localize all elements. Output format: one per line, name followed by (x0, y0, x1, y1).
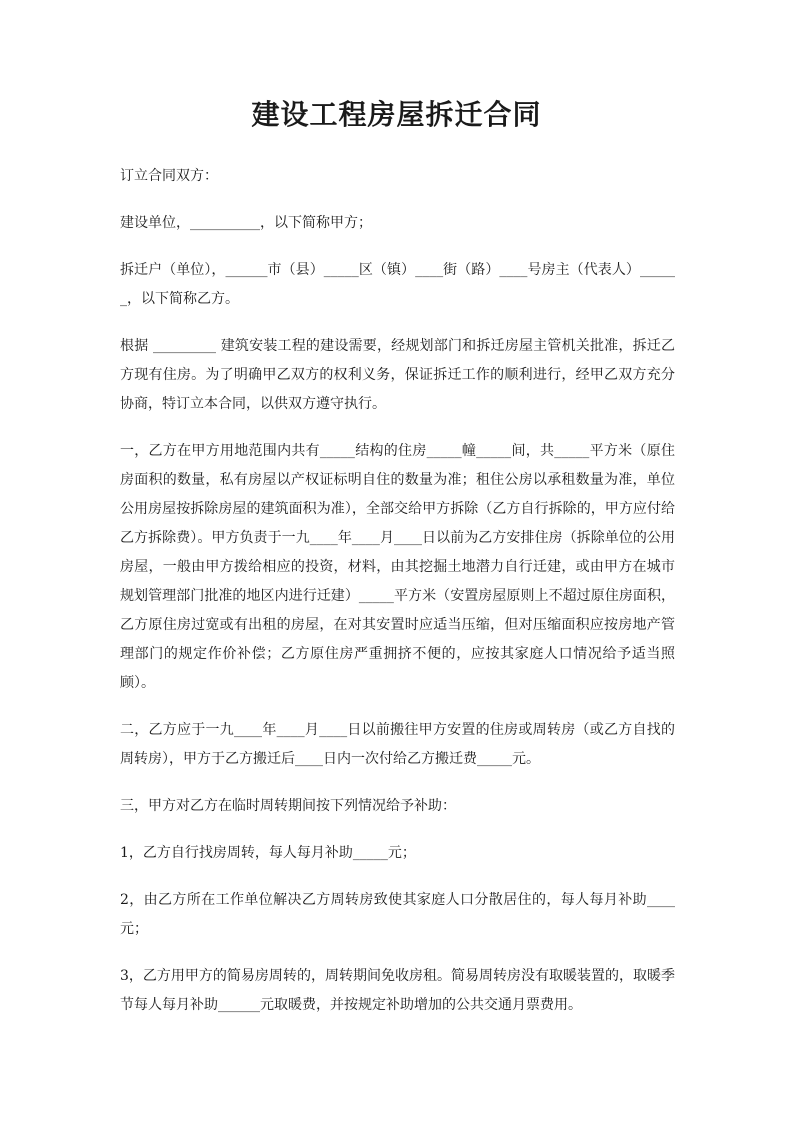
paragraph-parties-intro: 订立合同双方： (120, 168, 218, 184)
paragraph-party-b: 拆迁户（单位），______市（县）_____区（镇）____街（路）____号房主（代表人）______，以下简称乙方。 (120, 262, 675, 307)
paragraph-clause-2: 二，乙方应于一九____年____月____日以前搬往甲方安置的住房或周转房（或乙方自找的周转房），甲方于乙方搬迁后____日内一次付给乙方搬迁费_____元。 (120, 722, 675, 767)
document-title: 建设工程房屋拆迁合同 (251, 98, 542, 131)
paragraph-subsidy-3: 3，乙方用甲方的简易房周转的，周转期间免收房租。简易周转房没有取暖装置的，取暖季节每人每月补助______元取暖费，并按规定补助增加的公共交通月票费用。 (120, 968, 675, 1013)
paragraph-subsidy-2: 2，由乙方所在工作单位解决乙方周转房致使其家庭人口分散居住的，每人每月补助____元； (120, 892, 675, 937)
paragraph-clause-3: 三，甲方对乙方在临时周转期间按下列情况给予补助： (120, 798, 456, 814)
paragraph-preamble: 根据 _________ 建筑安装工程的建设需要，经规划部门和拆迁房屋主管机关批准，拆迁乙方现有住房。为了明确甲乙双方的权利义务，保证拆迁工作的顺利进行，经甲乙双方充分协商，特订立本合同，以供双方遵守执行。 (120, 338, 675, 412)
document-body (120, 162, 675, 1038)
paragraph-subsidy-1: 1，乙方自行找房周转，每人每月补助_____元； (120, 845, 416, 861)
paragraph-party-a: 建设单位，__________，以下简称甲方； (120, 215, 372, 231)
paragraph-clause-1: 一，乙方在甲方用地范围内共有_____结构的住房_____幢_____间，共_____平方米（原住房面积的数量，私有房屋以产权证标明自住的数量为准；租住公房以承租数量为准，单位公用房屋按拆除房屋的建筑面积为准），全部交给甲方拆除（乙方自行拆除的，甲方应付给乙方拆除费）。甲方负责于一九____年____月____日以前为乙方安排住房（拆除单位的公用房屋，一般由甲方拨给相应的投资，材料，由其挖掘土地潜力自行迁建，或由甲方在城市规划管理部门批准的地区内进行迁建）_____平方米（安置房屋原则上不超过原住房面积，乙方原住房过宽或有出租的房屋，在对其安置时应适当压缩，但对压缩面积应按房地产管理部门的规定作价补偿；乙方原住房严重拥挤不便的，应按其家庭人口情况给予适当照顾）。 (120, 443, 675, 691)
